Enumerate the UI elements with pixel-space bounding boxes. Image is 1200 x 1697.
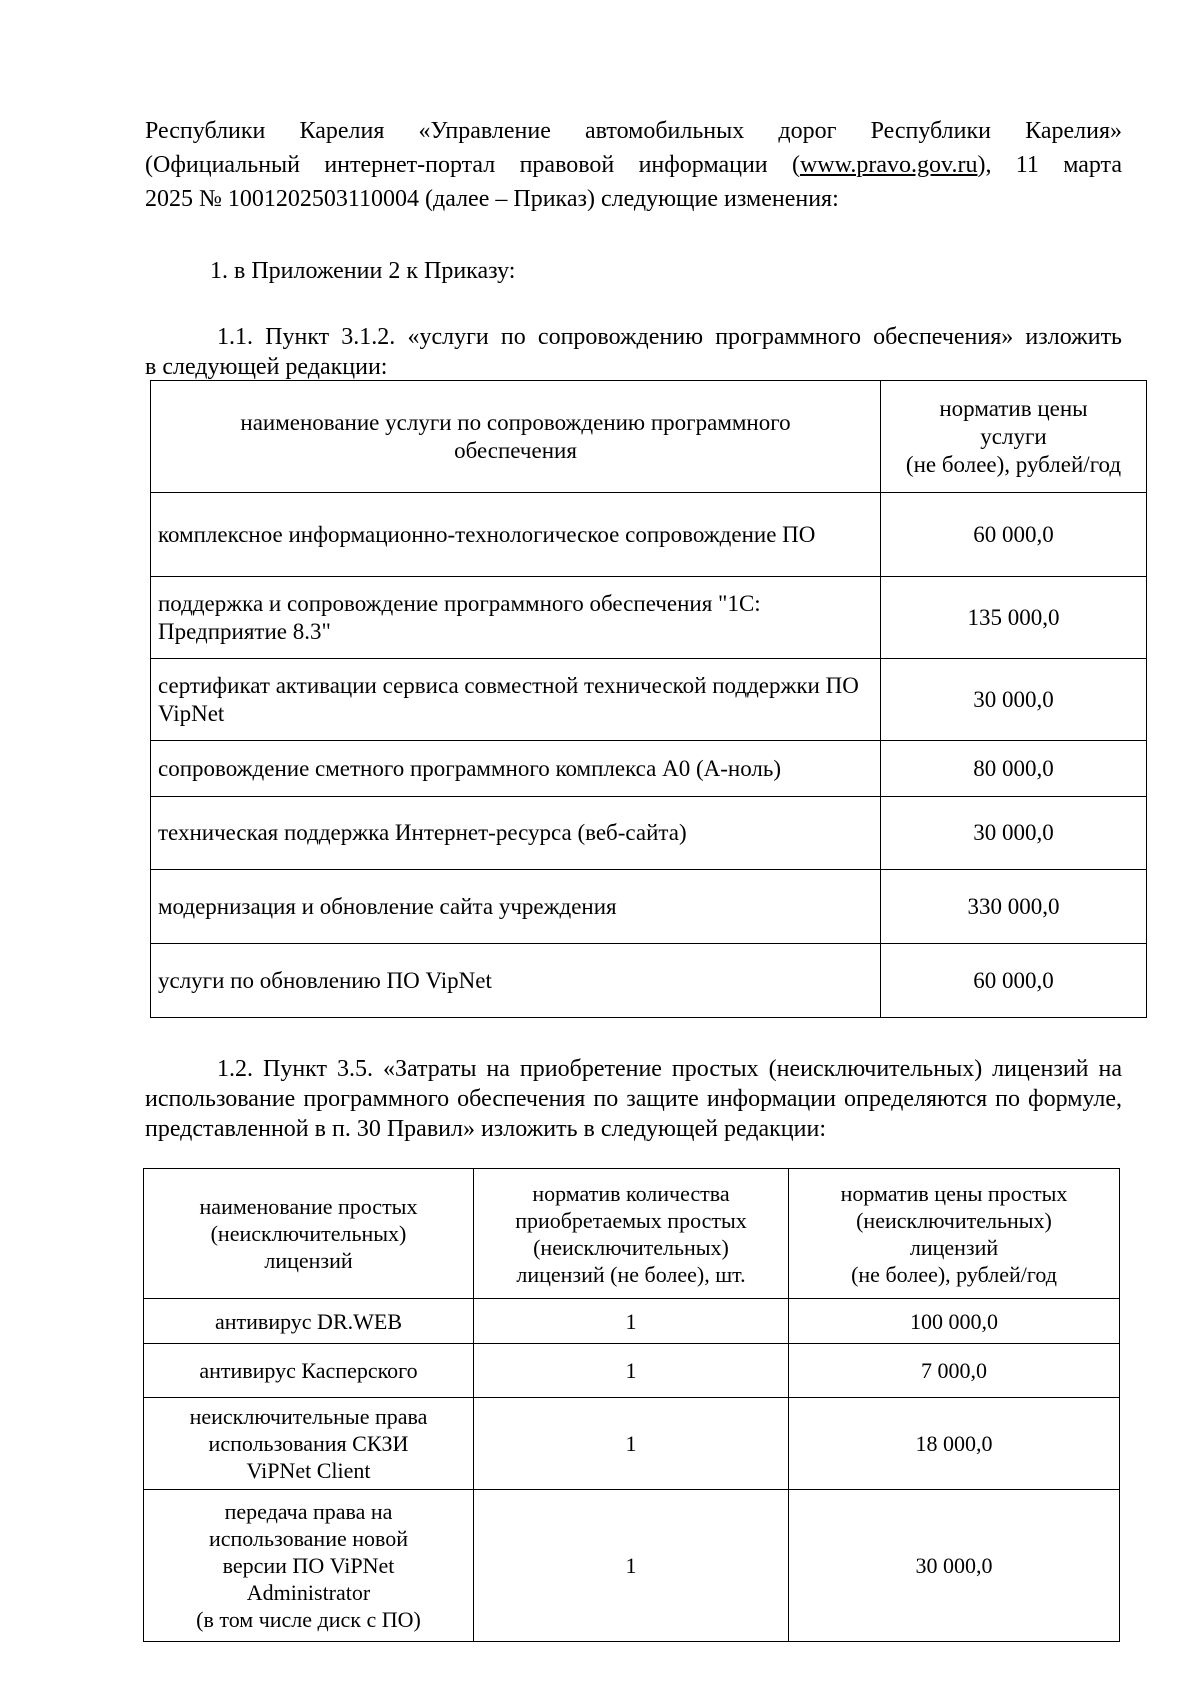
intro-line-1: Республики Карелия «Управление автомобильных дорог Республики Карелия» xyxy=(145,118,1122,144)
license-name-note: (в том числе диск с ПО) xyxy=(196,1607,421,1632)
intro-line-2-prefix: (Официальный интернет-портал правовой информации ( xyxy=(145,152,800,178)
software-support-table xyxy=(150,380,1147,1018)
header-price-line-3: (не более), рублей/год xyxy=(905,451,1122,477)
service-price: 60 000,0 xyxy=(881,493,1147,577)
service-name: услуги по обновлению ПО VipNet xyxy=(151,944,881,1018)
header-quantity-line-3: (неисключительных) xyxy=(533,1234,729,1260)
service-name: сопровождение сметного программного комплекса А0 (А-ноль) xyxy=(151,741,881,797)
table-row xyxy=(144,1490,1120,1642)
license-name xyxy=(144,1490,474,1642)
service-price: 330 000,0 xyxy=(881,870,1147,944)
table-row xyxy=(151,577,1147,659)
service-name: техническая поддержка Интернет-ресурса (веб-сайта) xyxy=(151,797,881,870)
intro-paragraph xyxy=(145,114,1122,216)
license-price: 100 000,0 xyxy=(789,1299,1120,1344)
header-quantity-line-1: норматив количества xyxy=(532,1180,730,1206)
license-price: 30 000,0 xyxy=(789,1490,1120,1642)
license-quantity: 1 xyxy=(474,1490,789,1642)
header-license-price-line-2: (неисключительных) xyxy=(856,1207,1052,1233)
table-row xyxy=(144,1398,1120,1490)
intro-line-2-suffix: ), 11 марта xyxy=(977,152,1122,178)
header-quantity-line-2: приобретаемых простых xyxy=(515,1207,747,1233)
license-name: антивирус DR.WEB xyxy=(144,1299,474,1344)
license-name: неисключительные права использования СКЗИ ViPNet Client xyxy=(144,1398,474,1490)
header-license-price-line-3: лицензий xyxy=(909,1234,999,1260)
table-row xyxy=(151,493,1147,577)
item-1-2-paragraph xyxy=(145,1054,1122,1144)
item-1-1-line-1: 1.1. Пункт 3.1.2. «услуги по сопровождению программного обеспечения» изложить xyxy=(217,324,1122,350)
header-quantity xyxy=(474,1169,789,1299)
header-license-price-line-4: (не более), рублей/год xyxy=(851,1261,1057,1287)
header-license-name: наименование простых (неисключительных) лицензий xyxy=(144,1169,474,1299)
header-license-price xyxy=(789,1169,1120,1299)
table-row xyxy=(151,797,1147,870)
item-1-1-paragraph xyxy=(145,322,1122,382)
intro-line-2 xyxy=(145,148,1122,182)
header-price-line-2: услуги xyxy=(980,423,1047,449)
service-name: модернизация и обновление сайта учреждения xyxy=(151,870,881,944)
table-row xyxy=(151,741,1147,797)
service-price: 135 000,0 xyxy=(881,577,1147,659)
license-price: 18 000,0 xyxy=(789,1398,1120,1490)
service-name: комплексное информационно-технологическое сопровождение ПО xyxy=(151,493,881,577)
table-row xyxy=(151,944,1147,1018)
header-price-line-1: норматив цены xyxy=(939,395,1088,421)
license-quantity: 1 xyxy=(474,1398,789,1490)
item-1-2-line-2: использование программного обеспечения по защите информации определяются по формуле, xyxy=(145,1086,1122,1112)
service-price: 60 000,0 xyxy=(881,944,1147,1018)
table-row xyxy=(144,1299,1120,1344)
table-header-row xyxy=(151,381,1147,493)
pravo-gov-link[interactable]: www.pravo.gov.ru xyxy=(799,152,978,178)
table-row xyxy=(151,659,1147,741)
service-name: сертификат активации сервиса совместной технической поддержки ПО VipNet xyxy=(151,659,881,741)
header-license-price-line-1: норматив цены простых xyxy=(840,1180,1068,1206)
intro-line-3: 2025 № 1001202503110004 (далее – Приказ) следующие изменения: xyxy=(145,186,839,212)
header-quantity-line-4: лицензий (не более), шт. xyxy=(516,1261,746,1287)
license-name-main: передача права на использование новой версии ПО ViPNet Administrator xyxy=(208,1499,409,1605)
table-row xyxy=(151,870,1147,944)
service-price: 30 000,0 xyxy=(881,797,1147,870)
license-name: антивирус Касперского xyxy=(144,1344,474,1398)
item-1-1-line-2: в следующей редакции: xyxy=(145,354,388,380)
license-price: 7 000,0 xyxy=(789,1344,1120,1398)
header-price xyxy=(881,381,1147,493)
header-service-name: наименование услуги по сопровождению программного обеспечения xyxy=(151,381,881,493)
table-header-row xyxy=(144,1169,1120,1299)
service-price: 30 000,0 xyxy=(881,659,1147,741)
license-quantity: 1 xyxy=(474,1344,789,1398)
item-1-heading: 1. в Приложении 2 к Приказу: xyxy=(210,258,516,284)
item-1-2-line-3: представленной в п. 30 Правил» изложить в следующей редакции: xyxy=(145,1116,826,1142)
item-1-2-line-1: 1.2. Пункт 3.5. «Затраты на приобретение простых (неисключительных) лицензий на xyxy=(217,1056,1122,1082)
service-name: поддержка и сопровождение программного обеспечения "1С: Предприятие 8.3" xyxy=(151,577,881,659)
service-price: 80 000,0 xyxy=(881,741,1147,797)
license-quantity: 1 xyxy=(474,1299,789,1344)
table-row xyxy=(144,1344,1120,1398)
licenses-table xyxy=(143,1168,1120,1642)
